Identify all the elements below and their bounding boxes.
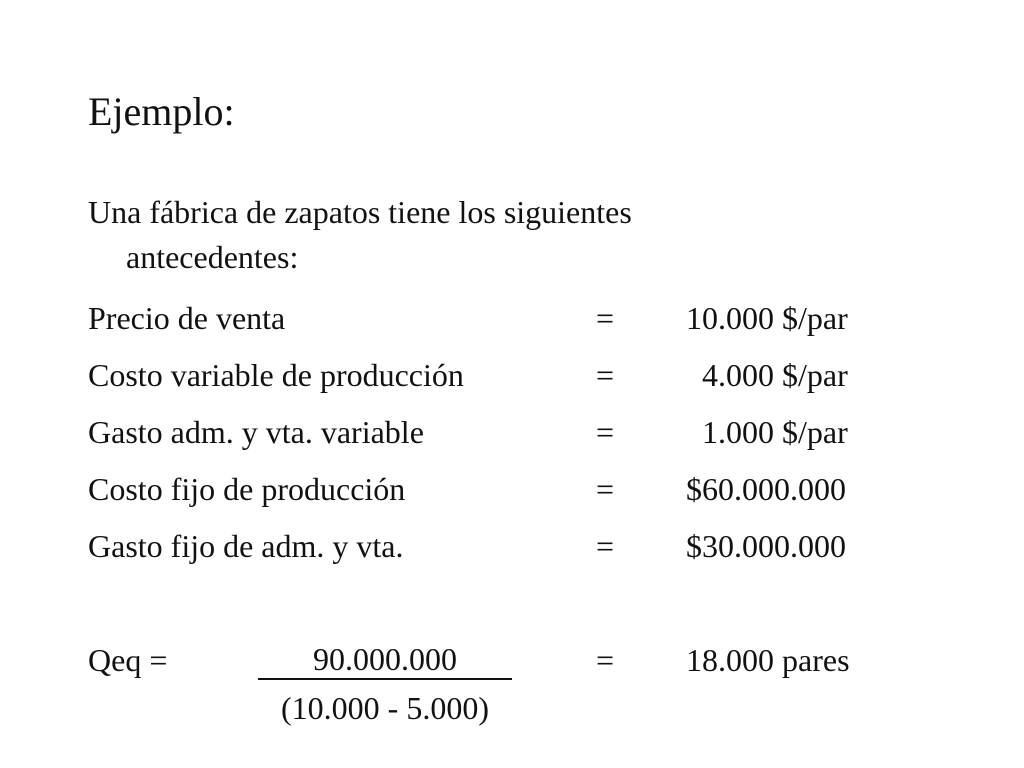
equals-sign: =: [596, 300, 615, 336]
row-label: Gasto fijo de adm. y vta.: [88, 528, 404, 564]
equals-sign: =: [596, 471, 615, 507]
equals-sign: =: [596, 642, 615, 678]
row-value: $60.000.000: [686, 471, 846, 507]
row-label: Gasto adm. y vta. variable: [88, 414, 424, 450]
row-gasto-fijo: [88, 526, 948, 566]
formula-label: Qeq =: [88, 642, 168, 678]
formula-result: 18.000 pares: [686, 642, 850, 678]
row-label: Costo variable de producción: [88, 357, 464, 393]
formula-numerator: 90.000.000: [258, 640, 512, 680]
row-costo-fijo: [88, 469, 948, 509]
formula-denominator: (10.000 - 5.000): [281, 690, 489, 726]
row-label: Costo fijo de producción: [88, 471, 406, 507]
row-value: $30.000.000: [686, 528, 846, 564]
intro-line-1: Una fábrica de zapatos tiene los siguientes: [88, 194, 632, 230]
row-precio-de-venta: [88, 298, 948, 338]
row-costo-variable: [88, 355, 948, 395]
slide-title: Ejemplo:: [88, 89, 235, 134]
breakeven-formula: [88, 640, 948, 740]
row-value: 10.000 $/par: [686, 300, 848, 336]
row-value: 4.000 $/par: [686, 357, 848, 393]
row-value: 1.000 $/par: [686, 414, 848, 450]
intro-paragraph: [88, 190, 828, 280]
row-gasto-variable: [88, 412, 948, 452]
equals-sign: =: [596, 414, 615, 450]
equals-sign: =: [596, 528, 615, 564]
intro-line-2: antecedentes:: [126, 239, 299, 275]
row-label: Precio de venta: [88, 300, 286, 336]
equals-sign: =: [596, 357, 615, 393]
